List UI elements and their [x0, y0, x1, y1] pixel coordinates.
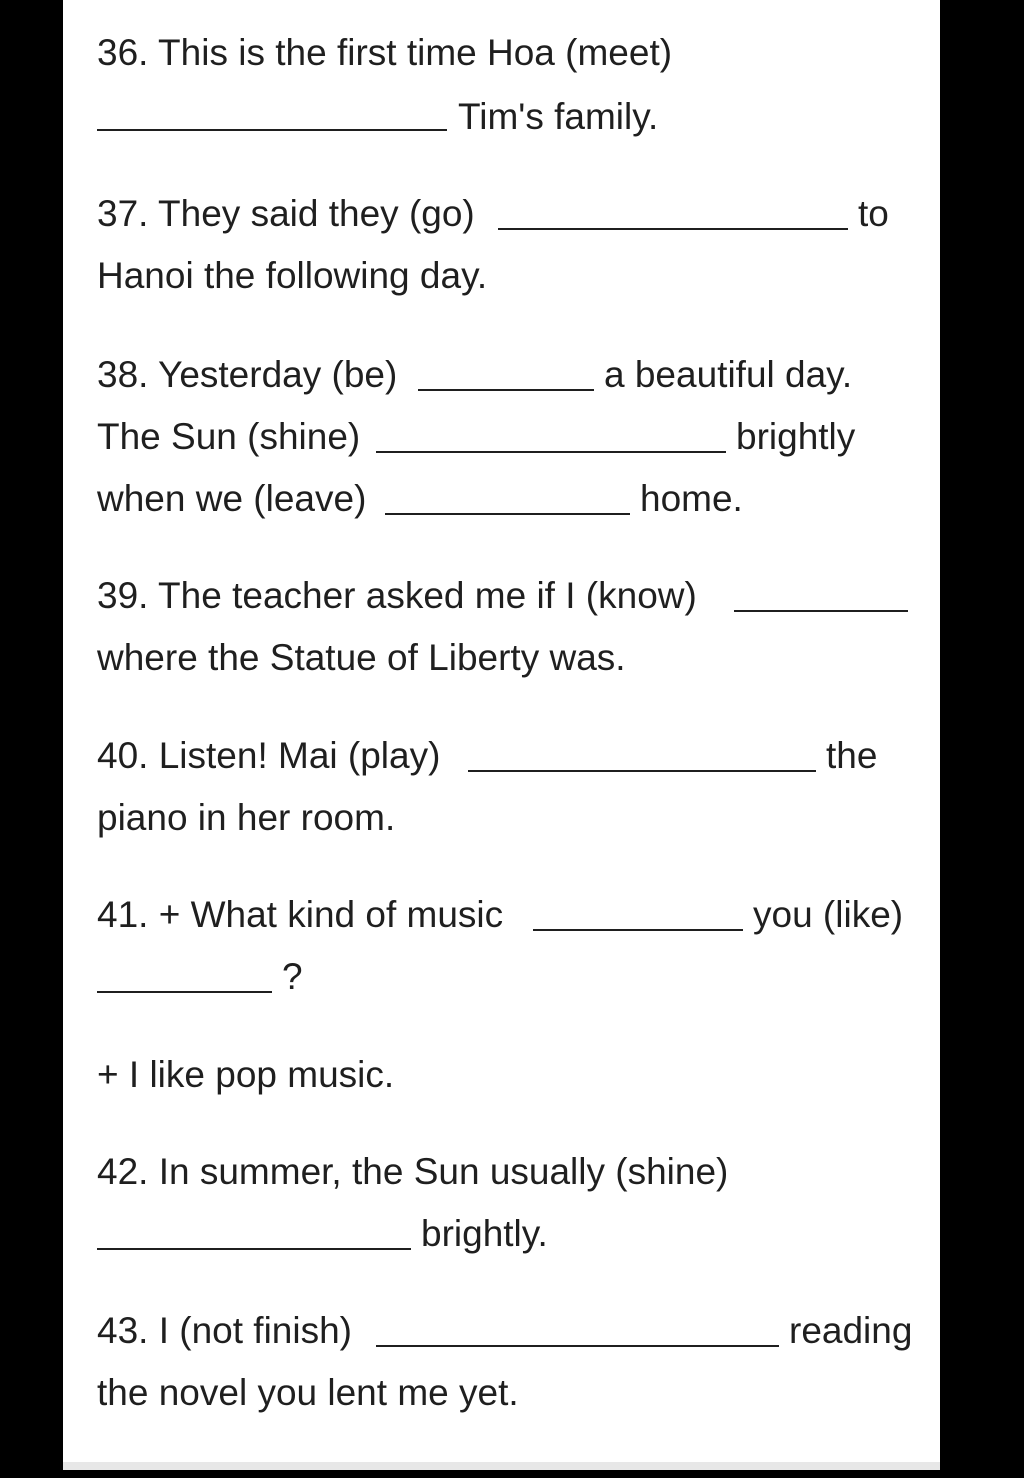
q41-blank-2[interactable] — [97, 991, 272, 993]
q41-answer: + I like pop music. — [97, 1054, 395, 1095]
page-bottom-edge — [63, 1462, 940, 1470]
q40-text: 40. Listen! Mai (play) — [97, 735, 441, 776]
q38-text: 38. Yesterday (be) — [97, 354, 398, 395]
q42-blank[interactable] — [97, 1248, 411, 1250]
q43-text-end: the novel you lent me yet. — [97, 1372, 519, 1413]
q39-blank[interactable] — [734, 610, 908, 612]
q38-blank-3[interactable] — [385, 513, 630, 515]
q39-text: 39. The teacher asked me if I (know) — [97, 575, 697, 616]
q37-text: 37. They said they (go) — [97, 193, 475, 234]
q41-text: 41. + What kind of music — [97, 894, 504, 935]
q41-text-mid: you (like) — [753, 894, 904, 935]
q38-text-2: a beautiful day. — [604, 354, 853, 395]
q43-text-mid: reading — [789, 1310, 913, 1351]
q38-text-6: home. — [640, 478, 743, 519]
q40-text-mid: the — [826, 735, 878, 776]
q38-text-4: brightly — [736, 416, 856, 457]
q43-text: 43. I (not finish) — [97, 1310, 353, 1351]
q38-text-5: when we (leave) — [97, 478, 367, 519]
q36-text: 36. This is the first time Hoa (meet) — [97, 32, 673, 73]
q38-text-3: The Sun (shine) — [97, 416, 361, 457]
q40-blank[interactable] — [468, 770, 816, 772]
q37-text-end: Hanoi the following day. — [97, 255, 488, 296]
q37-text-mid: to — [858, 193, 889, 234]
q39-text-end: where the Statue of Liberty was. — [97, 637, 626, 678]
q36-text-end: Tim's family. — [458, 96, 659, 137]
q40-text-end: piano in her room. — [97, 797, 396, 838]
q38-blank-2[interactable] — [376, 451, 726, 453]
q41-blank-1[interactable] — [533, 929, 743, 931]
q42-text-end: brightly. — [421, 1213, 548, 1254]
q36-blank[interactable] — [97, 129, 447, 131]
q41-question-mark: ? — [282, 956, 303, 997]
q38-blank-1[interactable] — [418, 389, 594, 391]
q43-blank[interactable] — [376, 1345, 779, 1347]
q42-text: 42. In summer, the Sun usually (shine) — [97, 1151, 729, 1192]
q37-blank[interactable] — [498, 228, 848, 230]
